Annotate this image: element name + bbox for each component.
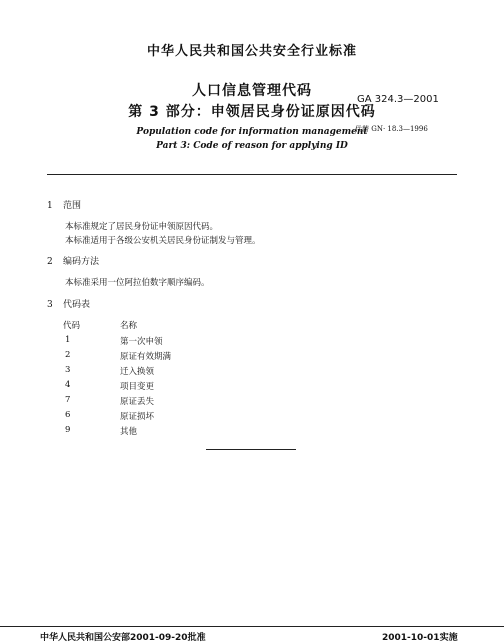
table-row-name: 迁入换领: [120, 367, 155, 377]
table-row-name: 项目变更: [120, 382, 155, 392]
publisher-header: 中华人民共和国公共安全行业标准: [146, 44, 357, 59]
english-title: Population code for information management: [136, 127, 368, 137]
section-1-number: 1: [47, 201, 53, 211]
table-row-name: 原证丢失: [120, 397, 155, 407]
replaced-standard: 代替 GN· 18.3—1996: [355, 125, 428, 133]
end-of-document-rule: [206, 449, 296, 450]
document-subtitle: 第 3 部分：申领居民身份证原因代码: [128, 104, 376, 120]
table-row-code: 2: [65, 350, 71, 360]
english-subtitle: Part 3: Code of reason for applying ID: [156, 141, 348, 151]
table-header-code: 代码: [63, 321, 81, 331]
section-3-number: 3: [47, 300, 53, 310]
table-row-code: 6: [65, 410, 71, 420]
table-row-code: 3: [65, 365, 71, 375]
section-1-heading: [47, 198, 81, 211]
table-row-name: 其他: [120, 427, 138, 437]
table-row-code: 4: [65, 380, 71, 390]
table-row-code: 7: [65, 395, 71, 405]
table-row-code: 9: [65, 425, 71, 435]
section-1-paragraph-2: 本标准适用于各级公安机关居民身份证制发与管理。: [65, 236, 261, 246]
section-1-paragraph-1: 本标准规定了居民身份证申领原因代码。: [65, 222, 219, 232]
table-row-name: 原证有效期满: [120, 352, 172, 362]
table-row-name: 原证损坏: [120, 412, 155, 422]
approval-date: 中华人民共和国公安部2001-09-20批准: [40, 633, 206, 643]
section-2-paragraph-1: 本标准采用一位阿拉伯数字顺序编码。: [65, 278, 210, 288]
table-row-name: 第一次申领: [120, 337, 163, 347]
document-title: 人口信息管理代码: [192, 83, 312, 99]
header-divider: [47, 174, 457, 175]
table-row-code: 1: [65, 335, 71, 345]
section-3-title: 代码表: [63, 300, 91, 310]
section-2-heading: [47, 254, 99, 267]
standard-number: GA 324.3—2001: [357, 94, 439, 105]
footer-divider: [0, 626, 504, 627]
section-2-title: 编码方法: [63, 257, 100, 267]
section-1-title: 范围: [63, 201, 82, 211]
section-2-number: 2: [47, 257, 53, 267]
section-3-heading: [47, 297, 90, 310]
table-header-name: 名称: [120, 321, 138, 331]
implementation-date: 2001-10-01实施: [382, 633, 458, 643]
